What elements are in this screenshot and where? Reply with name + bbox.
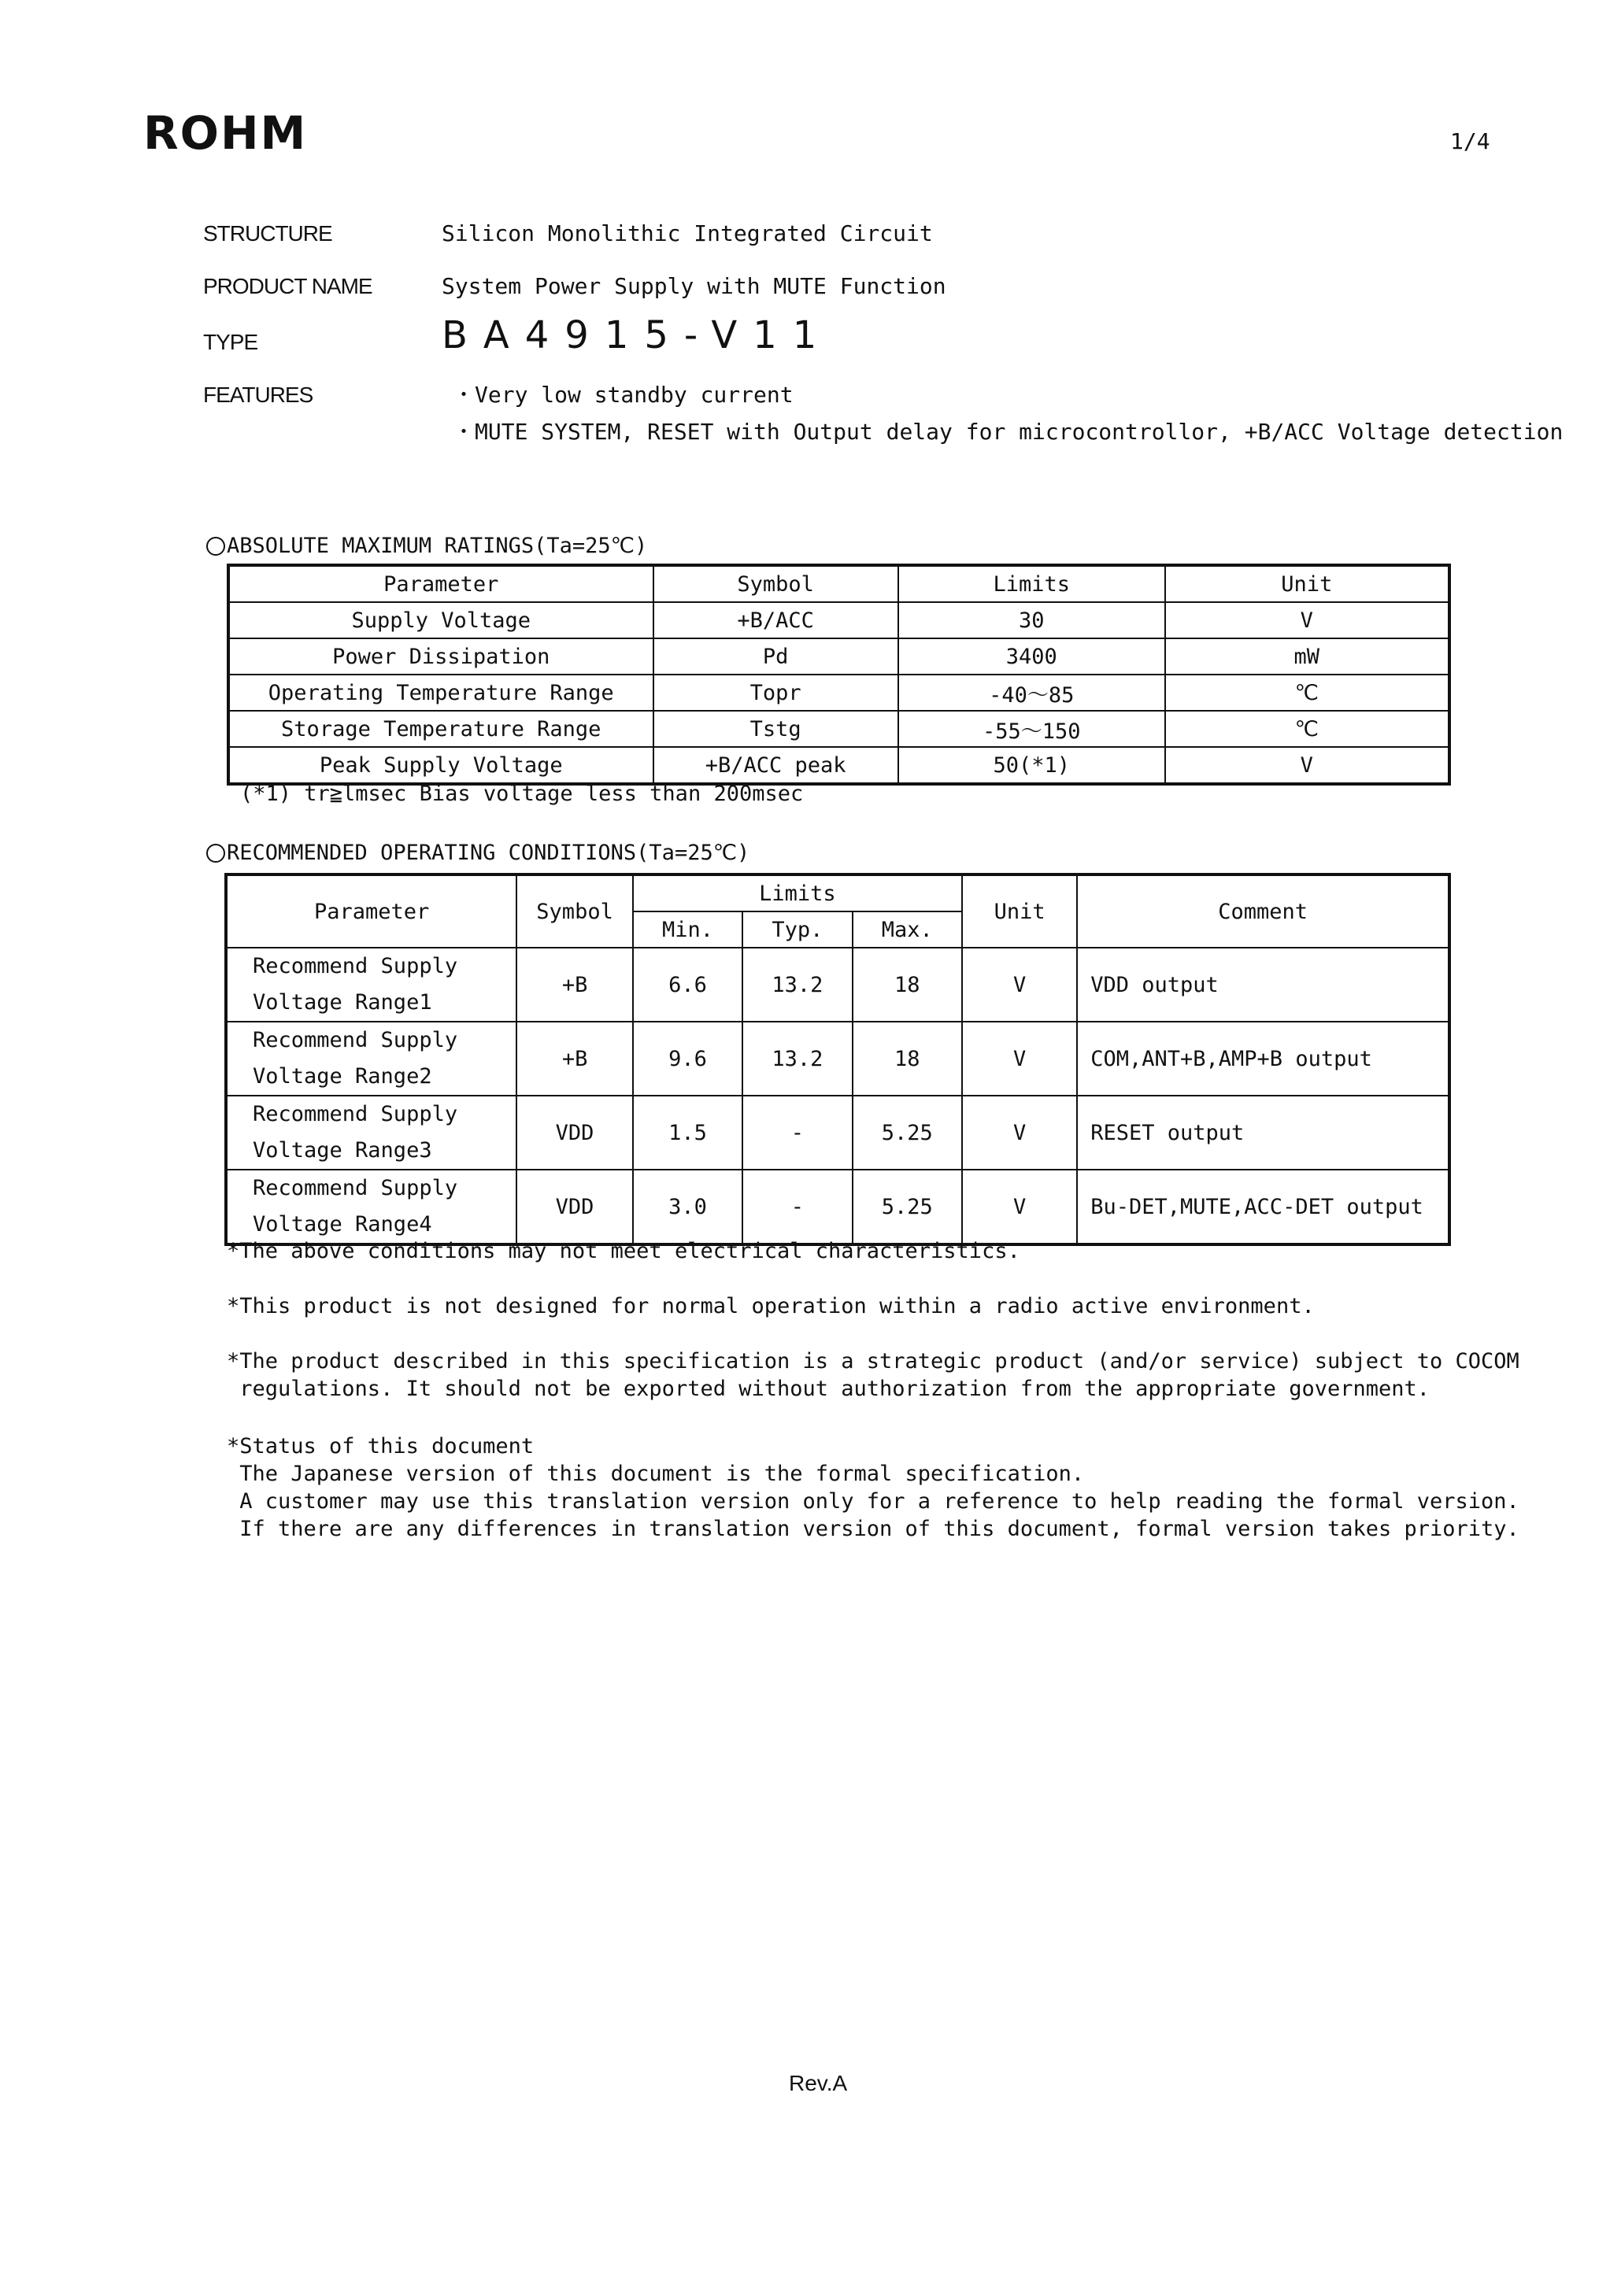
- table-header-row: [228, 565, 1449, 602]
- header-min: Min.: [633, 911, 742, 948]
- table-row: [228, 602, 1449, 638]
- circle-bullet-icon: [206, 844, 225, 863]
- header-parameter: Parameter: [226, 874, 516, 948]
- comment-cell: Bu-DET,MUTE,ACC-DET output: [1077, 1170, 1449, 1244]
- parameter-cell: Supply Voltage: [228, 602, 653, 638]
- typ-cell: 13.2: [742, 948, 852, 1022]
- symbol-cell: VDD: [516, 1096, 633, 1170]
- note-cocom-line2: regulations. It should not be exported without authorization from the appropriate government.: [227, 1377, 1430, 1401]
- limits-cell: -55〜150: [898, 711, 1165, 747]
- product-name-label: PRODUCT NAME: [203, 274, 372, 298]
- symbol-cell: +B: [516, 948, 633, 1022]
- max-cell: 5.25: [853, 1096, 962, 1170]
- abs-max-title-text: ABSOLUTE MAXIMUM RATINGS(Ta=25℃): [227, 534, 648, 558]
- limits-cell: 30: [898, 602, 1165, 638]
- table-row: [228, 675, 1449, 711]
- page-number: 1/4: [1450, 128, 1490, 154]
- comment-cell: VDD output: [1077, 948, 1449, 1022]
- parameter-line: Voltage Range4: [253, 1212, 432, 1237]
- table-row: [226, 948, 1449, 1022]
- status-line: A customer may use this translation version only for a reference to help reading the formal version.: [227, 1489, 1519, 1514]
- min-cell: 3.0: [633, 1170, 742, 1244]
- abs-max-footnote: (*1) tr≧lmsec Bias voltage less than 200msec: [240, 782, 804, 806]
- parameter-line: Recommend Supply: [253, 1176, 458, 1200]
- limits-cell: 50(*1): [898, 747, 1165, 784]
- parameter-line: Recommend Supply: [253, 1102, 458, 1126]
- unit-cell: V: [1165, 602, 1449, 638]
- feature-item: ・MUTE SYSTEM, RESET with Output delay for microcontrollor, +B/ACC Voltage detection: [453, 419, 1564, 445]
- rec-op-title: [206, 842, 749, 863]
- unit-cell: V: [962, 1022, 1077, 1096]
- limits-cell: -40〜85: [898, 675, 1165, 711]
- rec-op-table: [224, 873, 1451, 1246]
- table-row: [228, 638, 1449, 675]
- max-cell: 5.25: [853, 1170, 962, 1244]
- revision-label: Rev.A: [789, 2071, 848, 2095]
- note-radio: *This product is not designed for normal operation within a radio active environment.: [227, 1294, 1315, 1318]
- min-cell: 1.5: [633, 1096, 742, 1170]
- symbol-cell: Topr: [653, 675, 898, 711]
- header-symbol: Symbol: [516, 874, 633, 948]
- note-electrical: *The above conditions may not meet electrical characteristics.: [227, 1239, 1020, 1263]
- comment-cell: RESET output: [1077, 1096, 1449, 1170]
- typ-cell: -: [742, 1096, 852, 1170]
- rohm-logo: ROHM: [143, 106, 308, 160]
- parameter-cell: Peak Supply Voltage: [228, 747, 653, 784]
- table-row: [228, 747, 1449, 784]
- min-cell: 6.6: [633, 948, 742, 1022]
- header-typ: Typ.: [742, 911, 852, 948]
- table-row: [228, 711, 1449, 747]
- limits-cell: 3400: [898, 638, 1165, 675]
- product-name-value: System Power Supply with MUTE Function: [442, 273, 946, 299]
- features-label: FEATURES: [203, 383, 313, 407]
- table-header-row: [226, 874, 1449, 911]
- parameter-line: Recommend Supply: [253, 1028, 458, 1052]
- typ-cell: -: [742, 1170, 852, 1244]
- table-row: [226, 1170, 1449, 1244]
- header-max: Max.: [853, 911, 962, 948]
- symbol-cell: +B: [516, 1022, 633, 1096]
- feature-item: ・Very low standby current: [453, 382, 794, 408]
- unit-cell: V: [962, 948, 1077, 1022]
- header-limits: Limits: [633, 874, 962, 911]
- table-row: [226, 1096, 1449, 1170]
- circle-bullet-icon: [206, 537, 225, 556]
- parameter-line: Recommend Supply: [253, 954, 458, 978]
- table-row: [226, 1022, 1449, 1096]
- rec-op-title-text: RECOMMENDED OPERATING CONDITIONS(Ta=25℃): [227, 841, 750, 865]
- status-line: The Japanese version of this document is the formal specification.: [227, 1462, 1085, 1486]
- comment-cell: COM,ANT+B,AMP+B output: [1077, 1022, 1449, 1096]
- status-heading: *Status of this document: [227, 1434, 535, 1459]
- max-cell: 18: [853, 948, 962, 1022]
- note-cocom-line1: *The product described in this specification is a strategic product (and/or service) subject to COCOM: [227, 1349, 1519, 1374]
- symbol-cell: VDD: [516, 1170, 633, 1244]
- symbol-cell: +B/ACC: [653, 602, 898, 638]
- unit-cell: V: [962, 1170, 1077, 1244]
- abs-max-title: [206, 535, 647, 556]
- parameter-cell: [226, 948, 516, 1022]
- status-line: If there are any differences in translation version of this document, formal version takes priority.: [227, 1517, 1519, 1541]
- structure-value: Silicon Monolithic Integrated Circuit: [442, 220, 933, 246]
- parameter-line: Voltage Range1: [253, 990, 432, 1015]
- type-value: BA4915-V11: [442, 313, 833, 357]
- unit-cell: V: [962, 1096, 1077, 1170]
- parameter-cell: [226, 1170, 516, 1244]
- typ-cell: 13.2: [742, 1022, 852, 1096]
- header-symbol: Symbol: [653, 565, 898, 602]
- unit-cell: V: [1165, 747, 1449, 784]
- parameter-cell: [226, 1096, 516, 1170]
- symbol-cell: +B/ACC peak: [653, 747, 898, 784]
- parameter-cell: Operating Temperature Range: [228, 675, 653, 711]
- parameter-cell: [226, 1022, 516, 1096]
- parameter-line: Voltage Range3: [253, 1138, 432, 1163]
- structure-label: STRUCTURE: [203, 221, 332, 246]
- min-cell: 9.6: [633, 1022, 742, 1096]
- abs-max-table: [227, 564, 1451, 786]
- parameter-line: Voltage Range2: [253, 1064, 432, 1089]
- header-limits: Limits: [898, 565, 1165, 602]
- symbol-cell: Pd: [653, 638, 898, 675]
- unit-cell: mW: [1165, 638, 1449, 675]
- header-unit: Unit: [1165, 565, 1449, 602]
- type-label: TYPE: [203, 330, 258, 354]
- unit-cell: ℃: [1165, 711, 1449, 747]
- header-comment: Comment: [1077, 874, 1449, 948]
- parameter-cell: Storage Temperature Range: [228, 711, 653, 747]
- unit-cell: ℃: [1165, 675, 1449, 711]
- parameter-cell: Power Dissipation: [228, 638, 653, 675]
- symbol-cell: Tstg: [653, 711, 898, 747]
- max-cell: 18: [853, 1022, 962, 1096]
- header-unit: Unit: [962, 874, 1077, 948]
- header-parameter: Parameter: [228, 565, 653, 602]
